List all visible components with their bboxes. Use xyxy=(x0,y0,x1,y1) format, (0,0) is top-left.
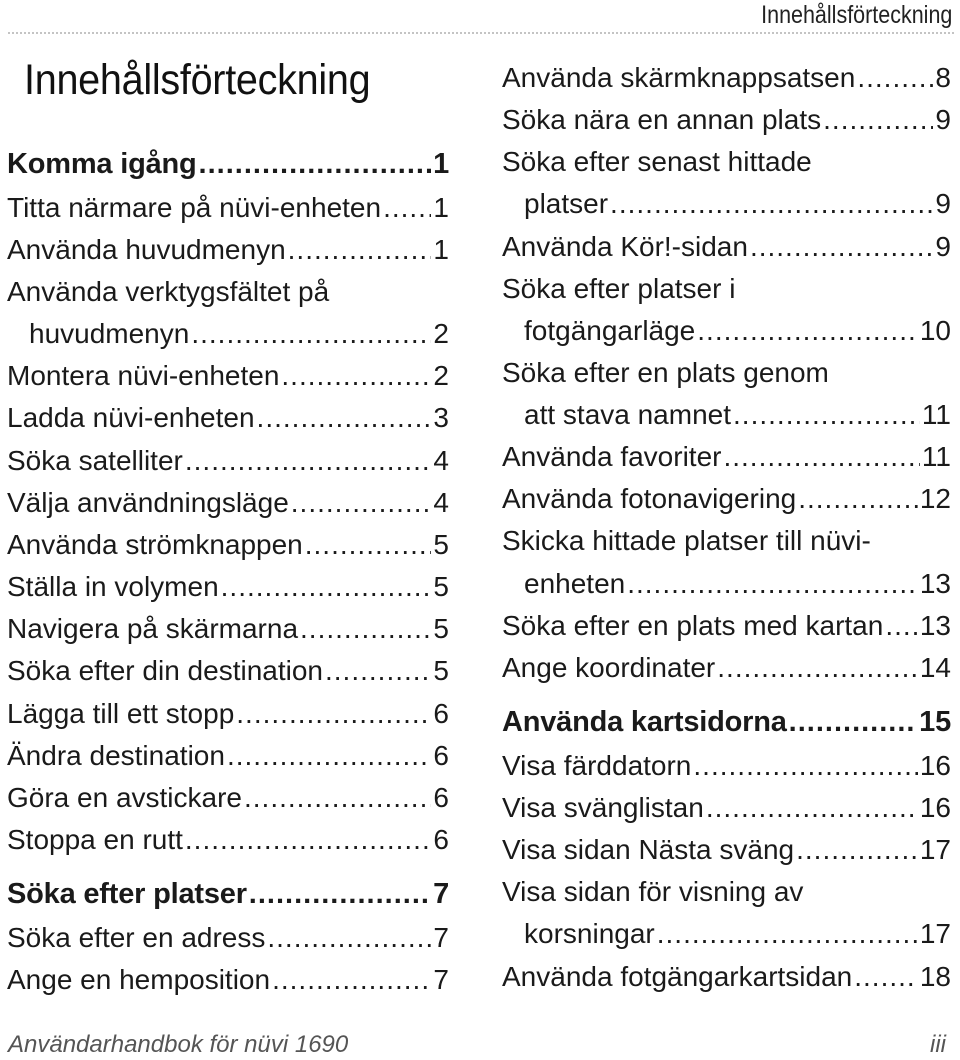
toc-page-number: 4 xyxy=(433,445,449,476)
toc-page-number: 6 xyxy=(433,824,449,855)
dot-leader xyxy=(272,963,431,997)
page-title: Innehållsförteckning xyxy=(24,56,371,104)
toc-entry-label-line1: Söka efter platser i xyxy=(502,273,736,304)
dot-leader xyxy=(798,482,918,516)
dot-leader xyxy=(693,749,917,783)
toc-page-number: 9 xyxy=(935,188,951,219)
toc-entry-label: platser xyxy=(524,188,609,219)
toc-entry-label: Söka satelliter xyxy=(7,445,183,476)
toc-entry-label: Använda fotgängarkartsidan xyxy=(502,961,853,992)
toc-entry[interactable] xyxy=(7,191,449,225)
toc-page-number: 7 xyxy=(433,922,449,953)
toc-entry-label: fotgängarläge xyxy=(524,315,696,346)
toc-entry-label: Använda skärmknappsatsen xyxy=(502,62,856,93)
toc-entry-label: Använda strömknappen xyxy=(7,529,303,560)
toc-entry[interactable] xyxy=(7,921,449,955)
toc-page-number: 5 xyxy=(433,655,449,686)
toc-entry-label: Använda Kör!-sidan xyxy=(502,231,748,262)
dot-leader xyxy=(796,833,918,867)
toc-entry-label-line1: Söka efter en plats genom xyxy=(502,357,829,388)
dot-leader xyxy=(857,61,933,95)
toc-entry[interactable] xyxy=(502,609,951,643)
toc-page-number: 18 xyxy=(919,961,951,992)
toc-entry-label: att stava namnet xyxy=(524,399,732,430)
toc-entry-label: Navigera på skärmarna xyxy=(7,613,299,644)
toc-entry-label: Komma igång xyxy=(7,148,197,180)
toc-entry[interactable] xyxy=(7,317,449,351)
toc-page-number: 4 xyxy=(433,487,449,518)
footer-page-number: iii xyxy=(930,1031,946,1058)
toc-page-number: 8 xyxy=(935,62,951,93)
toc-entry[interactable] xyxy=(7,739,449,773)
dot-leader xyxy=(288,233,432,267)
toc-entry[interactable] xyxy=(502,917,951,951)
dot-leader xyxy=(236,697,431,731)
toc-page-number: 1 xyxy=(433,148,449,180)
toc-entry-label: Använda kartsidorna xyxy=(502,706,787,738)
dot-leader xyxy=(185,444,432,478)
toc-entry[interactable] xyxy=(7,612,449,646)
toc-page-number: 11 xyxy=(921,399,951,430)
toc-page-number: 6 xyxy=(433,698,449,729)
toc-entry[interactable] xyxy=(502,440,951,474)
dot-leader xyxy=(244,781,431,815)
toc-page-number: 16 xyxy=(919,792,951,823)
toc-entry-label-line1: Använda verktygsfältet på xyxy=(7,276,330,307)
toc-entry-label-line1: Skicka hittade platser till nüvi- xyxy=(502,525,871,556)
toc-entry-label: Montera nüvi-enheten xyxy=(7,360,280,391)
toc-entry[interactable] xyxy=(502,61,951,95)
toc-page-number: 11 xyxy=(921,441,951,472)
toc-page-number: 6 xyxy=(433,782,449,813)
toc-entry[interactable] xyxy=(7,359,449,393)
toc-page-number: 5 xyxy=(433,571,449,602)
toc-entry-label: Söka efter din destination xyxy=(7,655,323,686)
dot-leader xyxy=(291,486,432,520)
toc-page-number: 7 xyxy=(433,878,449,910)
toc-entry-label: Lägga till ett stopp xyxy=(7,698,235,729)
toc-page-number: 1 xyxy=(433,234,449,265)
toc-page-number: 5 xyxy=(433,613,449,644)
toc-section-heading[interactable] xyxy=(7,877,449,911)
dot-leader xyxy=(610,187,933,221)
toc-page-number: 9 xyxy=(935,104,951,135)
toc-entry[interactable] xyxy=(502,482,951,516)
toc-page-number: 2 xyxy=(433,360,449,391)
toc-entry-label: Söka efter en plats med kartan xyxy=(502,610,884,641)
toc-entry-label: Ange en hemposition xyxy=(7,964,271,995)
toc-entry[interactable] xyxy=(502,103,951,137)
dot-leader xyxy=(823,103,933,137)
toc-entry[interactable] xyxy=(502,567,951,601)
toc-entry[interactable] xyxy=(7,486,449,520)
toc-entry[interactable] xyxy=(502,398,951,432)
dot-leader xyxy=(267,921,431,955)
toc-page-number: 17 xyxy=(919,918,951,949)
dot-leader xyxy=(305,528,432,562)
dot-leader xyxy=(300,612,431,646)
toc-page-number: 2 xyxy=(433,318,449,349)
dot-leader xyxy=(185,823,432,857)
dot-leader xyxy=(199,147,432,181)
dot-leader xyxy=(257,401,432,435)
toc-entry[interactable] xyxy=(502,960,951,994)
toc-page-number: 9 xyxy=(935,231,951,262)
toc-page-number: 17 xyxy=(919,834,951,865)
toc-section-heading[interactable] xyxy=(502,705,951,739)
toc-entry-label: Använda favoriter xyxy=(502,441,722,472)
dot-leader xyxy=(789,705,917,739)
dot-leader xyxy=(227,739,431,773)
toc-entry[interactable] xyxy=(502,230,951,264)
toc-entry-label: Titta närmare på nüvi-enheten xyxy=(7,192,382,223)
dot-leader xyxy=(854,960,918,994)
dot-leader xyxy=(191,317,431,351)
toc-entry-label: enheten xyxy=(524,568,626,599)
toc-entry-label: Söka nära en annan plats xyxy=(502,104,822,135)
dot-leader xyxy=(249,877,431,911)
toc-entry-label: Visa färddatorn xyxy=(502,750,692,781)
toc-entry[interactable] xyxy=(502,749,951,783)
toc-entry-label: Stoppa en rutt xyxy=(7,824,183,855)
toc-entry[interactable] xyxy=(502,187,951,221)
toc-entry-label: Söka efter platser xyxy=(7,878,247,910)
dot-leader xyxy=(733,398,920,432)
dot-leader xyxy=(627,567,918,601)
dot-leader xyxy=(325,654,431,688)
toc-entry-label: Välja användningsläge xyxy=(7,487,289,518)
toc-entry[interactable] xyxy=(7,401,449,435)
toc-entry-label: Ange koordinater xyxy=(502,652,716,683)
toc-page-number: 7 xyxy=(433,964,449,995)
toc-entry[interactable] xyxy=(7,963,449,997)
dot-leader xyxy=(657,917,918,951)
toc-entry[interactable] xyxy=(502,314,951,348)
toc-entry-label: Göra en avstickare xyxy=(7,782,242,813)
dot-leader xyxy=(885,609,918,643)
toc-entry[interactable] xyxy=(7,528,449,562)
toc-entry-label: Visa sidan Nästa sväng xyxy=(502,834,795,865)
toc-entry[interactable] xyxy=(7,654,449,688)
toc-entry[interactable] xyxy=(502,791,951,825)
toc-entry-label: Ställa in volymen xyxy=(7,571,219,602)
toc-entry[interactable] xyxy=(7,697,449,731)
toc-entry-label: Ladda nüvi-enheten xyxy=(7,402,255,433)
toc-page-number: 6 xyxy=(433,740,449,771)
toc-entry[interactable] xyxy=(7,781,449,815)
toc-entry-label: Ändra destination xyxy=(7,740,225,771)
toc-page-number: 5 xyxy=(433,529,449,560)
toc-entry[interactable] xyxy=(502,833,951,867)
toc-entry-label: Visa svänglistan xyxy=(502,792,704,823)
toc-page-number: 12 xyxy=(919,483,951,514)
toc-entry[interactable] xyxy=(7,823,449,857)
toc-page-number: 15 xyxy=(919,706,951,738)
dot-leader xyxy=(723,440,919,474)
toc-entry[interactable] xyxy=(7,444,449,478)
footer-manual-title: Användarhandbok för nüvi 1690 xyxy=(8,1031,349,1058)
dot-leader xyxy=(750,230,933,264)
toc-entry-label: Söka efter en adress xyxy=(7,922,266,953)
toc-section-heading[interactable] xyxy=(7,147,449,181)
running-header: Innehållsförteckning xyxy=(760,1,952,29)
toc-page-number: 1 xyxy=(433,192,449,223)
toc-entry-label: huvudmenyn xyxy=(29,318,190,349)
toc-page-number: 13 xyxy=(919,610,951,641)
header-divider xyxy=(8,32,954,34)
dot-leader xyxy=(221,570,432,604)
toc-page-number: 14 xyxy=(919,652,951,683)
toc-entry[interactable] xyxy=(502,651,951,685)
dot-leader xyxy=(383,191,431,225)
toc-page-number: 10 xyxy=(919,315,951,346)
dot-leader xyxy=(697,314,918,348)
toc-entry-label: Använda huvudmenyn xyxy=(7,234,286,265)
dot-leader xyxy=(706,791,918,825)
toc-entry[interactable] xyxy=(7,233,449,267)
toc-page-number: 13 xyxy=(919,568,951,599)
toc-entry-label: Använda fotonavigering xyxy=(502,483,797,514)
toc-entry-label-line1: Söka efter senast hittade xyxy=(502,146,812,177)
toc-page-number: 3 xyxy=(433,402,449,433)
toc-entry-label: korsningar xyxy=(524,918,655,949)
dot-leader xyxy=(281,359,431,393)
toc-entry-label-line1: Visa sidan för visning av xyxy=(502,876,804,907)
toc-page-number: 16 xyxy=(919,750,951,781)
toc-entry[interactable] xyxy=(7,570,449,604)
dot-leader xyxy=(717,651,918,685)
